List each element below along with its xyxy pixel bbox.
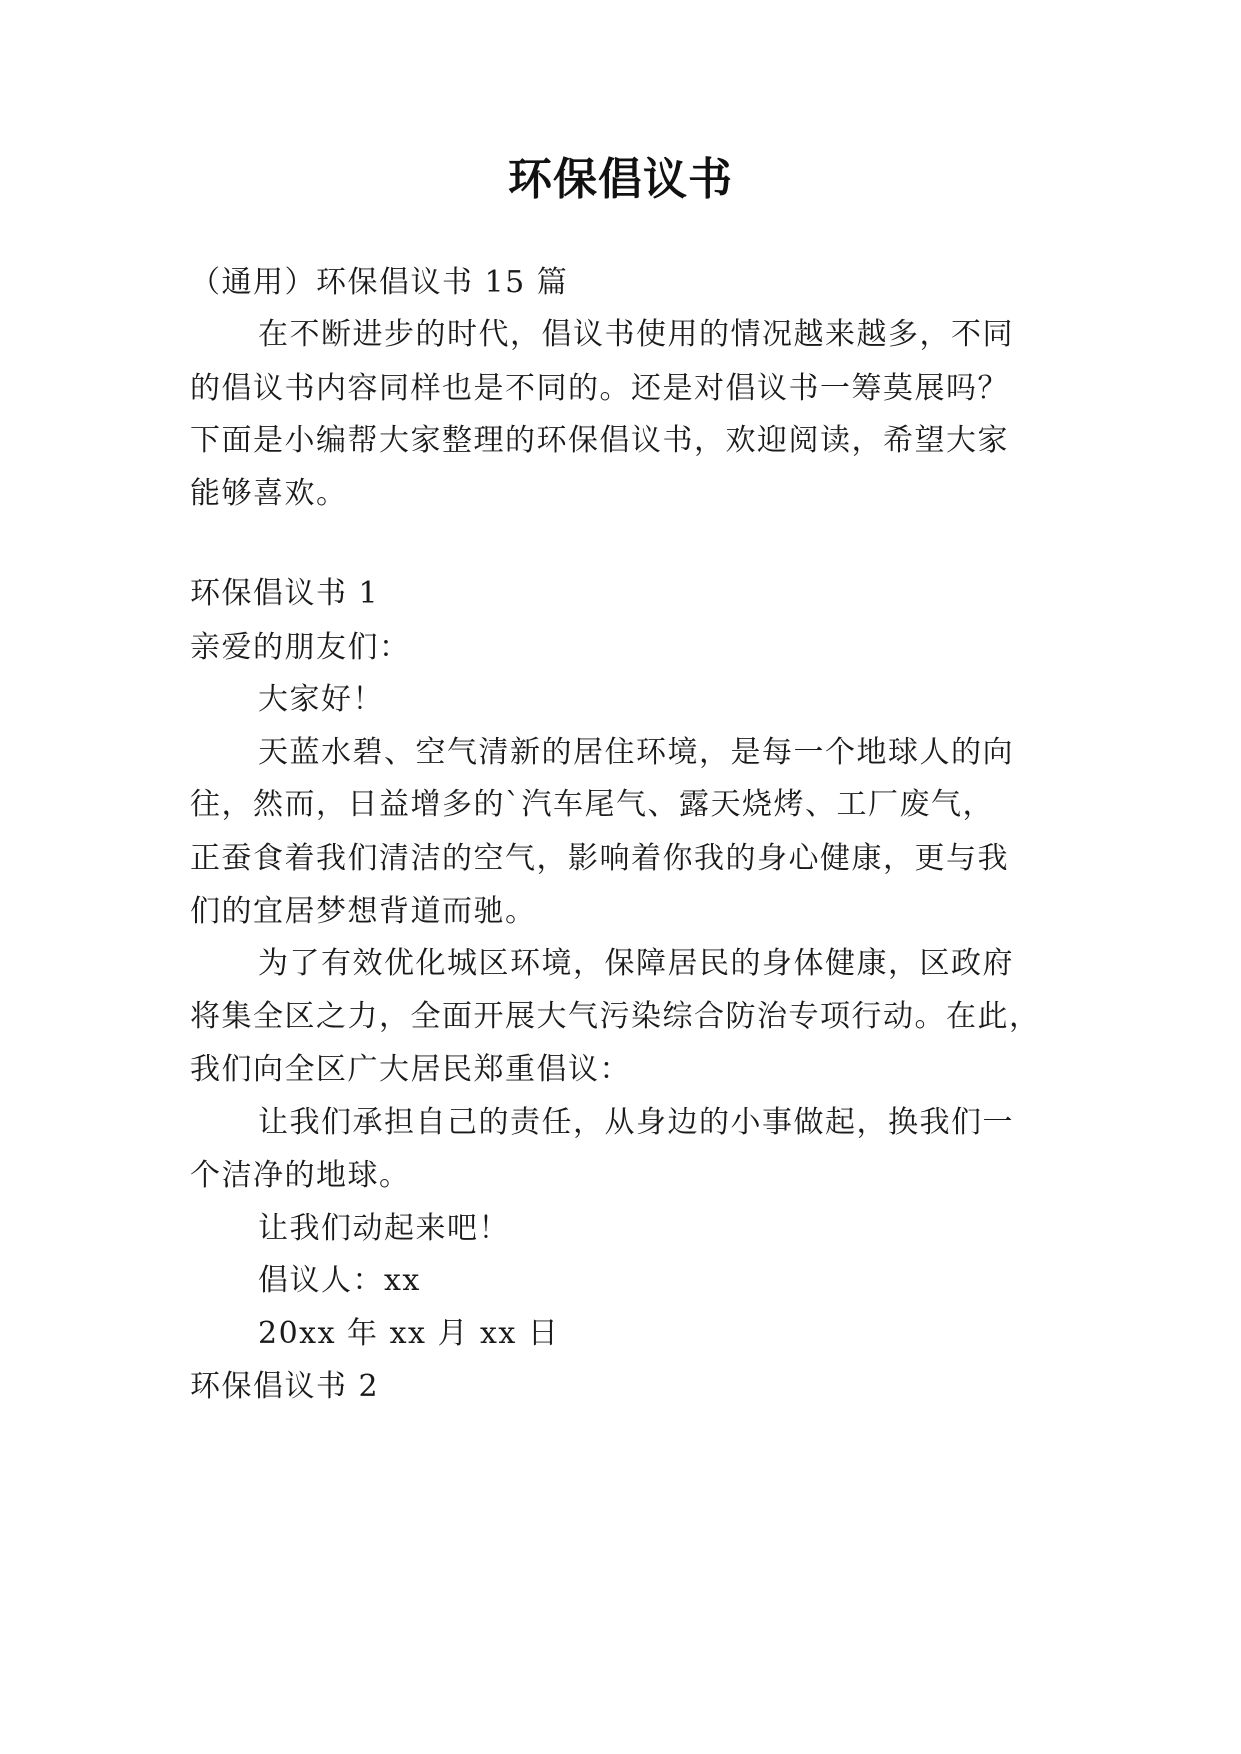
intro-line-4: 能够喜欢。 — [190, 476, 348, 511]
greeting: 大家好！ — [258, 682, 384, 717]
date: 20xx 年 xx 月 xx 日 — [258, 1316, 560, 1351]
section-1-heading: 环保倡议书 1 — [190, 576, 380, 611]
intro-line-3: 下面是小编帮大家整理的环保倡议书，欢迎阅读，希望大家 — [190, 423, 1009, 458]
document-subtitle: （通用）环保倡议书 15 篇 — [190, 265, 569, 300]
paragraph-4: 让我们动起来吧！ — [258, 1211, 510, 1246]
section-2-heading: 环保倡议书 2 — [190, 1369, 380, 1404]
paragraph-1-line-1: 天蓝水碧、空气清新的居住环境，是每一个地球人的向 — [258, 735, 1014, 770]
paragraph-2-line-1: 为了有效优化城区环境，保障居民的身体健康，区政府 — [258, 946, 1014, 981]
signer: 倡议人：xx — [258, 1263, 421, 1298]
intro-line-1: 在不断进步的时代，倡议书使用的情况越来越多，不同 — [258, 317, 1014, 352]
paragraph-2-line-2: 将集全区之力，全面开展大气污染综合防治专项行动。在此， — [190, 999, 1041, 1034]
document-title: 环保倡议书 — [508, 154, 733, 205]
paragraph-1-line-4: 们的宜居梦想背道而驰。 — [190, 894, 537, 929]
salutation: 亲爱的朋友们： — [190, 630, 411, 665]
paragraph-3-line-1: 让我们承担自己的责任，从身边的小事做起，换我们一 — [258, 1105, 1014, 1140]
paragraph-2-line-3: 我们向全区广大居民郑重倡议： — [190, 1052, 631, 1087]
paragraph-1-line-2: 往，然而，日益增多的`汽车尾气、露天烧烤、工厂废气， — [190, 787, 994, 822]
paragraph-1-line-3: 正蚕食着我们清洁的空气，影响着你我的身心健康，更与我 — [190, 841, 1009, 876]
paragraph-3-line-2: 个洁净的地球。 — [190, 1158, 411, 1193]
intro-line-2: 的倡议书内容同样也是不同的。还是对倡议书一筹莫展吗？ — [190, 371, 1009, 406]
